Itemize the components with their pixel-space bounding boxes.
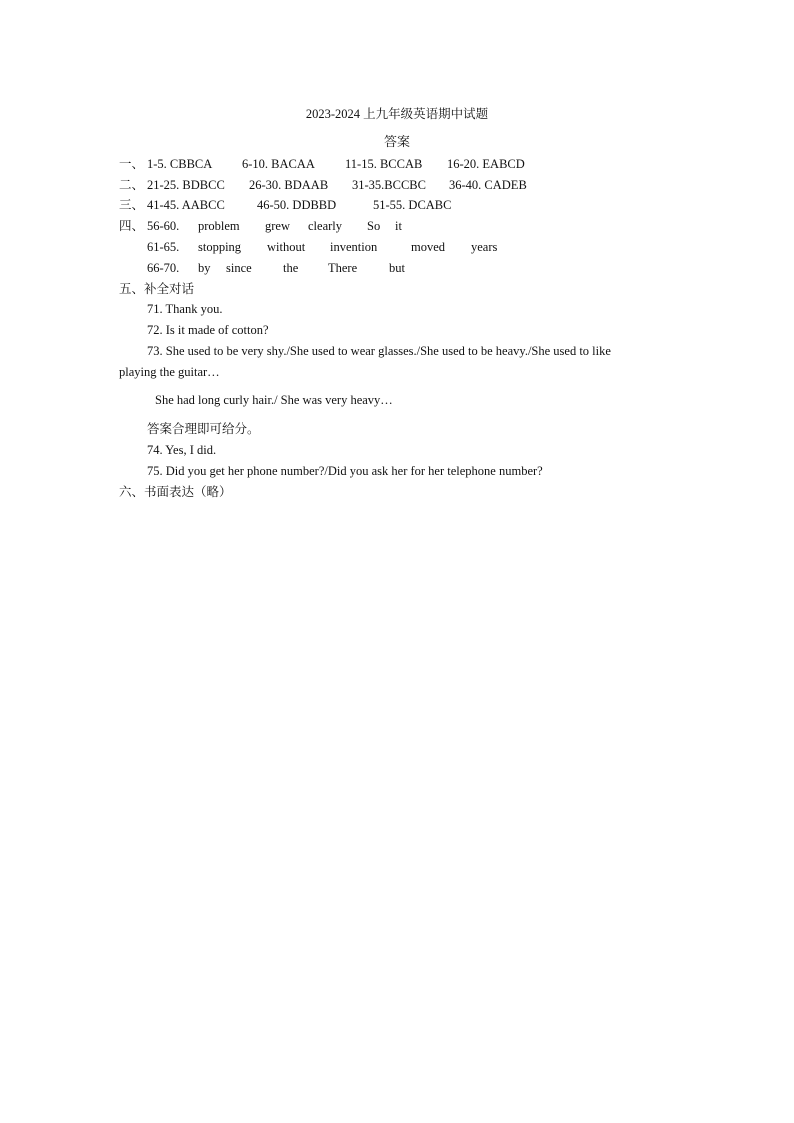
section-4-word: the bbox=[283, 261, 299, 275]
section-2-item: 26-30. BDAAB bbox=[249, 178, 329, 192]
section-4-label: 四、 bbox=[119, 219, 145, 233]
section-4-range: 61-65. bbox=[147, 240, 180, 254]
answer-75: 75. Did you get her phone number?/Did you ask her for her telephone number? bbox=[147, 464, 543, 478]
section-1-item: 6-10. BACAA bbox=[242, 157, 315, 171]
answer-74: 74. Yes, I did. bbox=[147, 443, 217, 457]
grading-note: 答案合理即可给分。 bbox=[147, 422, 260, 436]
section-4-range: 66-70. bbox=[147, 261, 180, 275]
section-5-heading: 五、补全对话 bbox=[119, 282, 195, 296]
section-3-item: 46-50. DDBBD bbox=[257, 198, 337, 212]
section-1-label: 一、 bbox=[119, 157, 145, 171]
section-3-label: 三、 bbox=[119, 198, 145, 212]
section-4-word: moved bbox=[411, 240, 446, 254]
section-3-item: 51-55. DCABC bbox=[373, 198, 452, 212]
section-4-word: So bbox=[367, 219, 381, 233]
document-subtitle: 答案 bbox=[383, 134, 410, 149]
answer-73-line-2: playing the guitar… bbox=[119, 365, 220, 379]
section-2-item: 31-35.BCCBC bbox=[352, 178, 426, 192]
answer-73-line-1: 73. She used to be very shy./She used to wear glasses./She used to be heavy./She used to like bbox=[147, 344, 611, 358]
answer-73-line-3: She had long curly hair./ She was very heavy… bbox=[155, 393, 393, 407]
section-4-word: but bbox=[389, 261, 405, 275]
section-4-word: since bbox=[226, 261, 252, 275]
section-4-word: without bbox=[267, 240, 306, 254]
section-1-item: 16-20. EABCD bbox=[447, 157, 525, 171]
section-2-label: 二、 bbox=[119, 178, 145, 192]
answer-71: 71. Thank you. bbox=[147, 302, 223, 316]
section-4-range: 56-60. bbox=[147, 219, 180, 233]
section-4-word: stopping bbox=[198, 240, 242, 254]
section-2-item: 21-25. BDBCC bbox=[147, 178, 225, 192]
document-title: 2023-2024 上九年级英语期中试题 bbox=[305, 107, 489, 121]
section-3-item: 41-45. AABCC bbox=[147, 198, 225, 212]
answer-72: 72. Is it made of cotton? bbox=[147, 323, 269, 337]
section-4-word: clearly bbox=[308, 219, 343, 233]
section-4-word: There bbox=[328, 261, 358, 275]
section-4-word: invention bbox=[330, 240, 378, 254]
section-1-item: 11-15. BCCAB bbox=[345, 157, 423, 171]
section-1-item: 1-5. CBBCA bbox=[147, 157, 213, 171]
section-4-word: it bbox=[395, 219, 402, 233]
section-4-word: problem bbox=[198, 219, 240, 233]
section-4-word: years bbox=[471, 240, 498, 254]
section-6-heading: 六、书面表达（略） bbox=[119, 485, 232, 499]
section-4-word: by bbox=[198, 261, 211, 275]
section-2-item: 36-40. CADEB bbox=[449, 178, 527, 192]
section-4-word: grew bbox=[265, 219, 290, 233]
